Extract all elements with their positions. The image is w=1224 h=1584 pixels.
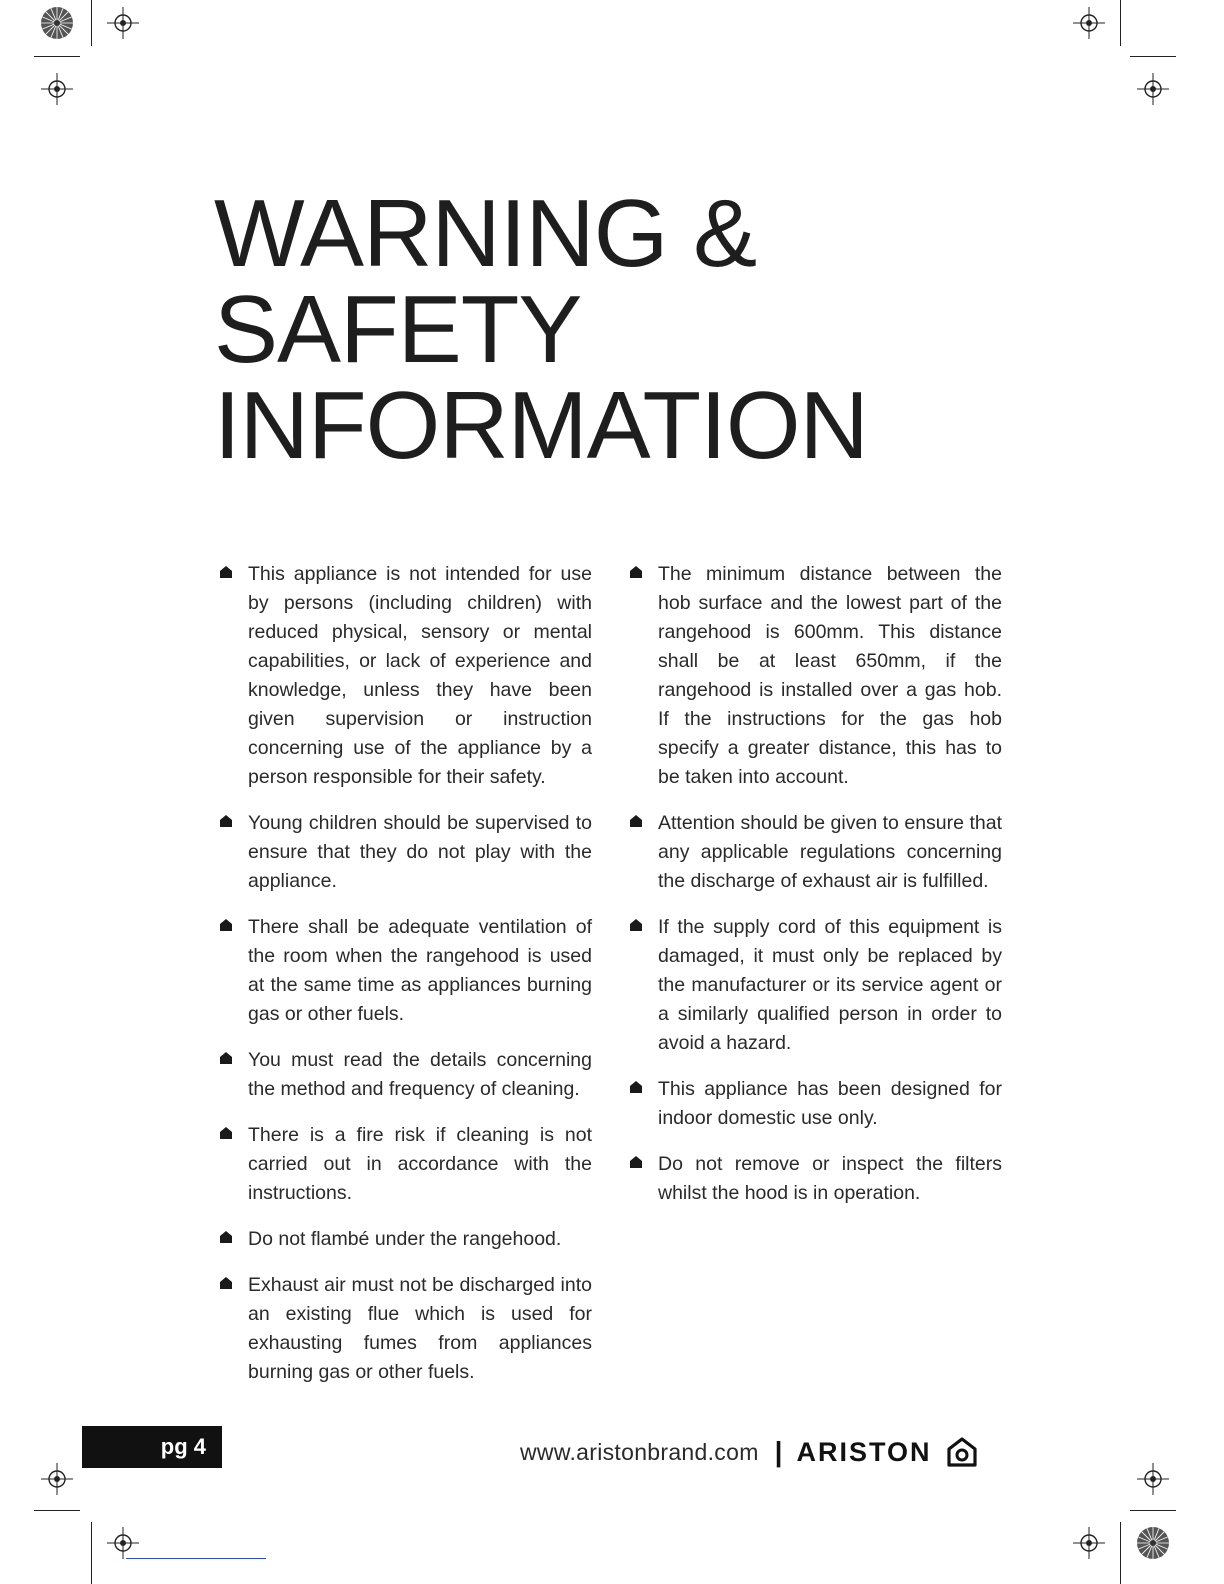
crosshair-mark-icon (106, 1526, 140, 1560)
list-item-text: Do not remove or inspect the filters whilst the hood is in operation. (658, 1153, 1002, 1204)
title-line: SAFETY (214, 276, 582, 383)
house-bullet-icon (630, 1081, 642, 1093)
footer-separator: | (774, 1436, 783, 1467)
house-bullet-icon (630, 919, 642, 931)
list-item (624, 913, 1002, 1058)
trim-line (1120, 0, 1121, 46)
footer-url[interactable]: www.aristonbrand.com (520, 1438, 759, 1465)
trim-line (1130, 1510, 1176, 1511)
trim-line (1120, 1522, 1121, 1584)
list-item-text: There shall be adequate ventilation of the room when the rangehood is used at the same time as appliances burning gas or other fuels. (248, 916, 592, 1025)
right-column (624, 560, 1002, 1225)
list-item (214, 1046, 592, 1104)
house-bullet-icon (220, 566, 232, 578)
trim-line (91, 1522, 92, 1584)
list-item (624, 560, 1002, 792)
crosshair-mark-icon (1072, 1526, 1106, 1560)
list-item (214, 913, 592, 1029)
house-bullet-icon (220, 815, 232, 827)
crosshair-mark-icon (106, 6, 140, 40)
list-item-text: Do not flambé under the rangehood. (248, 1228, 562, 1250)
list-item-text: There is a fire risk if cleaning is not carried out in accordance with the instructions. (248, 1124, 592, 1204)
list-item (624, 1150, 1002, 1208)
left-column (214, 560, 592, 1404)
brand-logo-text: ARISTON (796, 1436, 932, 1467)
registration-starburst-icon (40, 6, 74, 40)
list-item-text: Exhaust air must not be discharged into an existing flue which is used for exhausting fumes from appliances burning gas or other fuels. (248, 1274, 592, 1383)
list-item-text: Attention should be given to ensure that any applicable regulations concerning the discharge of exhaust air is fulfilled. (658, 812, 1002, 892)
list-item-text: You must read the details concerning the method and frequency of cleaning. (248, 1049, 592, 1100)
house-bullet-icon (630, 566, 642, 578)
trim-line (1130, 56, 1176, 57)
house-bullet-icon (220, 1052, 232, 1064)
trim-line (91, 0, 92, 46)
list-item (624, 809, 1002, 896)
house-bullet-icon (220, 1127, 232, 1139)
registration-starburst-icon (1136, 1526, 1170, 1560)
house-bullet-icon (220, 1277, 232, 1289)
title-line: WARNING & (214, 180, 757, 287)
list-item (624, 1075, 1002, 1133)
house-logo-icon (946, 1436, 978, 1468)
house-bullet-icon (220, 919, 232, 931)
crosshair-mark-icon (1136, 1462, 1170, 1496)
list-item (214, 1121, 592, 1208)
list-item-text: This appliance has been designed for indoor domestic use only. (658, 1078, 1002, 1129)
title-line: INFORMATION (214, 372, 868, 479)
list-item-text: If the supply cord of this equipment is damaged, it must only be replaced by the manufacturer or its service agent or a similarly qualified person in order to avoid a hazard. (658, 916, 1002, 1054)
house-bullet-icon (630, 1156, 642, 1168)
crosshair-mark-icon (40, 1462, 74, 1496)
crosshair-mark-icon (1136, 72, 1170, 106)
list-item (214, 809, 592, 896)
list-item (214, 1225, 592, 1254)
trim-line (34, 1510, 80, 1511)
house-bullet-icon (630, 815, 642, 827)
list-item (214, 1271, 592, 1387)
list-item-text: The minimum distance between the hob surface and the lowest part of the rangehood is 600mm. This distance shall be at least 650mm, if the rangehood is installed over a gas hob. If the instructions for the gas hob specify a greater distance, this has to be taken into account. (658, 563, 1002, 788)
list-item-text: This appliance is not intended for use by persons (including children) with reduced physical, sensory or mental capabilities, or lack of experience and knowledge, unless they have been given supervision or instruction concerning use of the appliance by a person responsible for their safety. (248, 563, 592, 788)
crosshair-mark-icon (1072, 6, 1106, 40)
footer-brand-bar (520, 1432, 1020, 1472)
house-bullet-icon (220, 1231, 232, 1243)
trim-line (34, 56, 80, 57)
page-title (214, 180, 1014, 479)
page-number-badge: pg 4 (82, 1426, 222, 1468)
crosshair-mark-icon (40, 72, 74, 106)
list-item (214, 560, 592, 792)
decorative-rule (126, 1558, 266, 1559)
list-item-text: Young children should be supervised to ensure that they do not play with the appliance. (248, 812, 592, 892)
